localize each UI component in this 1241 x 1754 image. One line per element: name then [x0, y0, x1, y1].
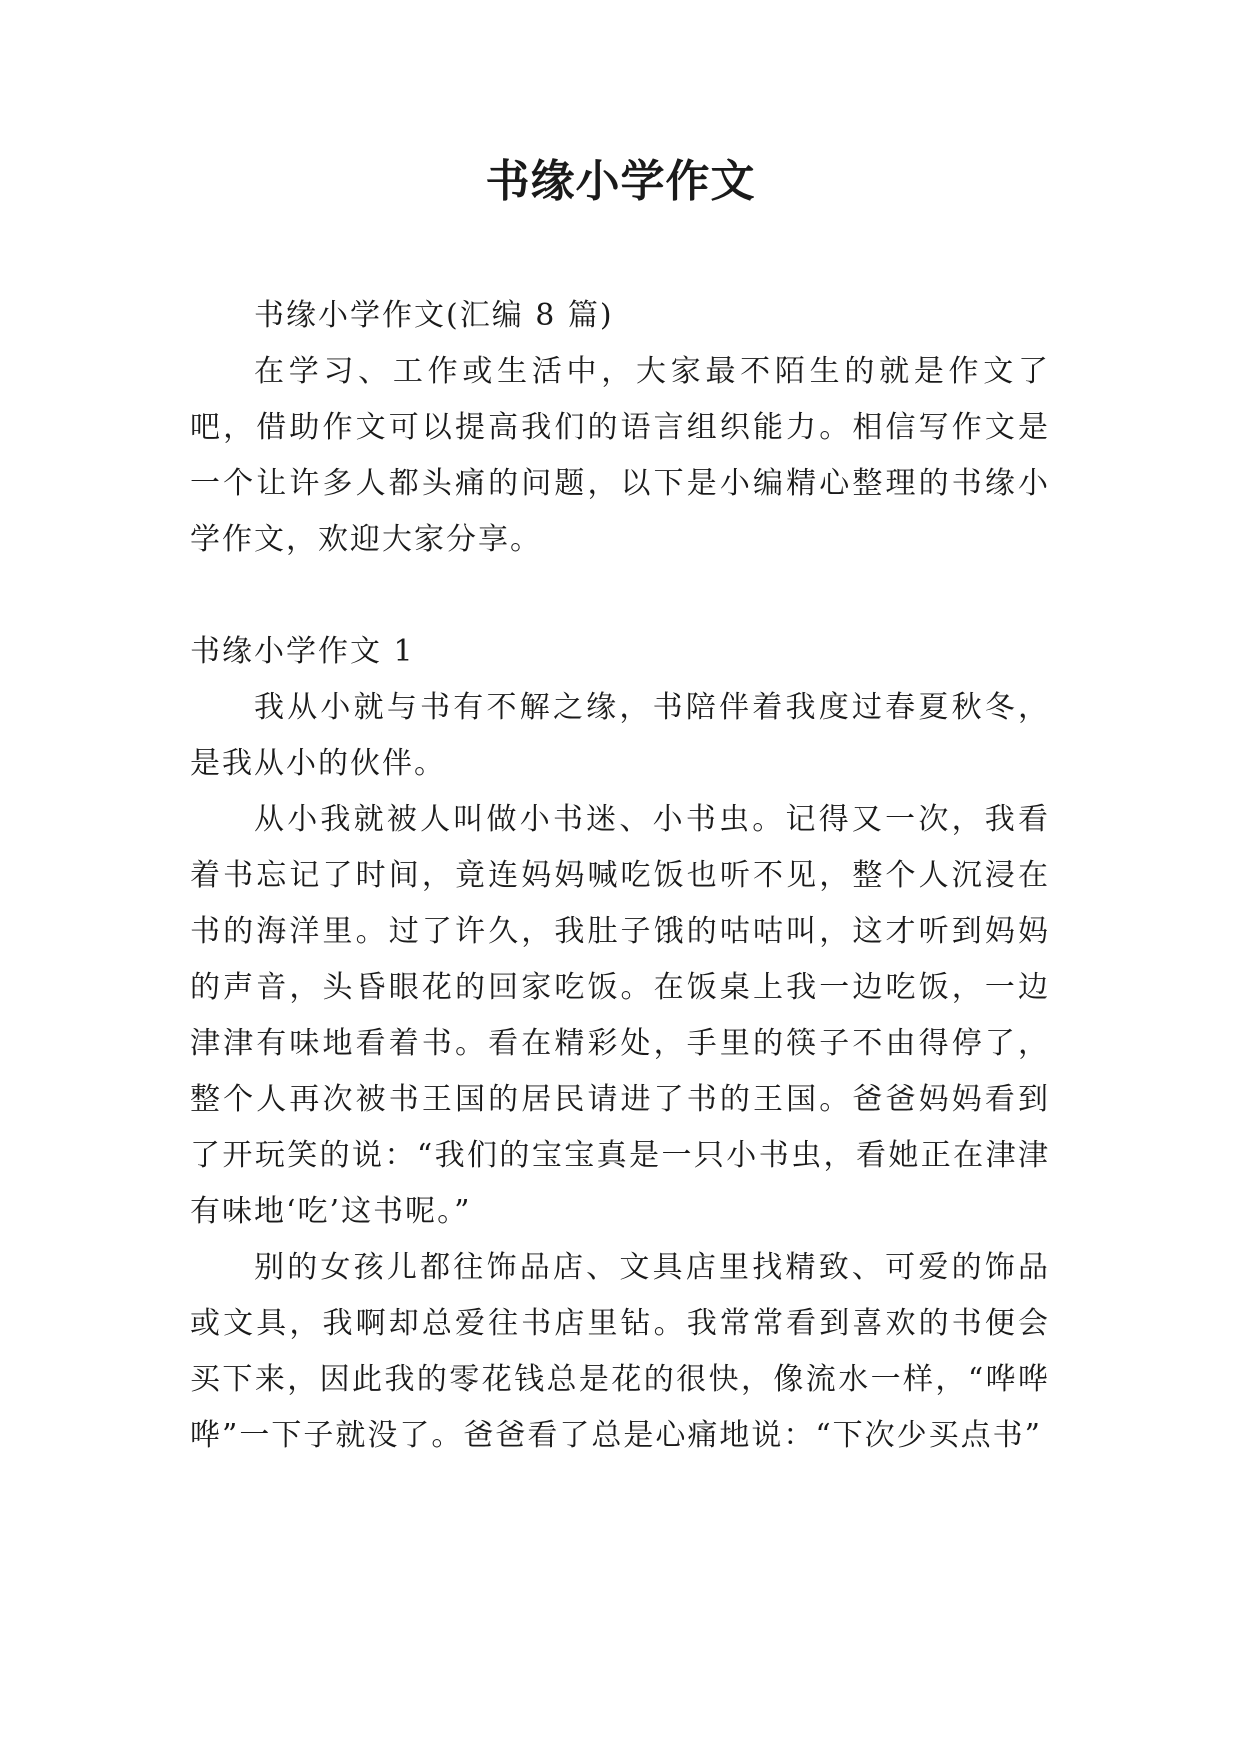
- section-heading: 书缘小学作文 1: [190, 634, 415, 669]
- document-subtitle: 书缘小学作文(汇编 8 篇): [254, 298, 614, 333]
- intro-paragraph: 在学习、工作或生活中，大家最不陌生的就是作文了吧，借助作文可以提高我们的语言组织能力。相信写作文是一个让许多人都头痛的问题，以下是小编精心整理的书缘小学作文，欢迎大家分享。: [190, 354, 1050, 557]
- body-paragraph: 从小我就被人叫做小书迷、小书虫。记得又一次，我看着书忘记了时间，竟连妈妈喊吃饭也听不见，整个人沉浸在书的海洋里。过了许久，我肚子饿的咕咕叫，这才听到妈妈的声音，头昏眼花的回家吃饭。在饭桌上我一边吃饭，一边津津有味地看着书。看在精彩处，手里的筷子不由得停了，整个人再次被书王国的居民请进了书的王国。爸爸妈妈看到了开玩笑的说：“我们的宝宝真是一只小书虫，看她正在津津有味地‘吃’这书呢。”: [190, 802, 1050, 1229]
- document-title: 书缘小学作文: [485, 156, 756, 207]
- section-spacer: [190, 568, 1050, 624]
- body-paragraph: 我从小就与书有不解之缘，书陪伴着我度过春夏秋冬，是我从小的伙伴。: [190, 690, 1050, 781]
- body-paragraph: 别的女孩儿都往饰品店、文具店里找精致、可爱的饰品或文具，我啊却总爱往书店里钻。我常常看到喜欢的书便会买下来，因此我的零花钱总是花的很快，像流水一样，“哗哗哗”一下子就没了。爸爸看了总是心痛地说：“下次少买点书”: [190, 1250, 1050, 1453]
- document-body: [190, 288, 1050, 1464]
